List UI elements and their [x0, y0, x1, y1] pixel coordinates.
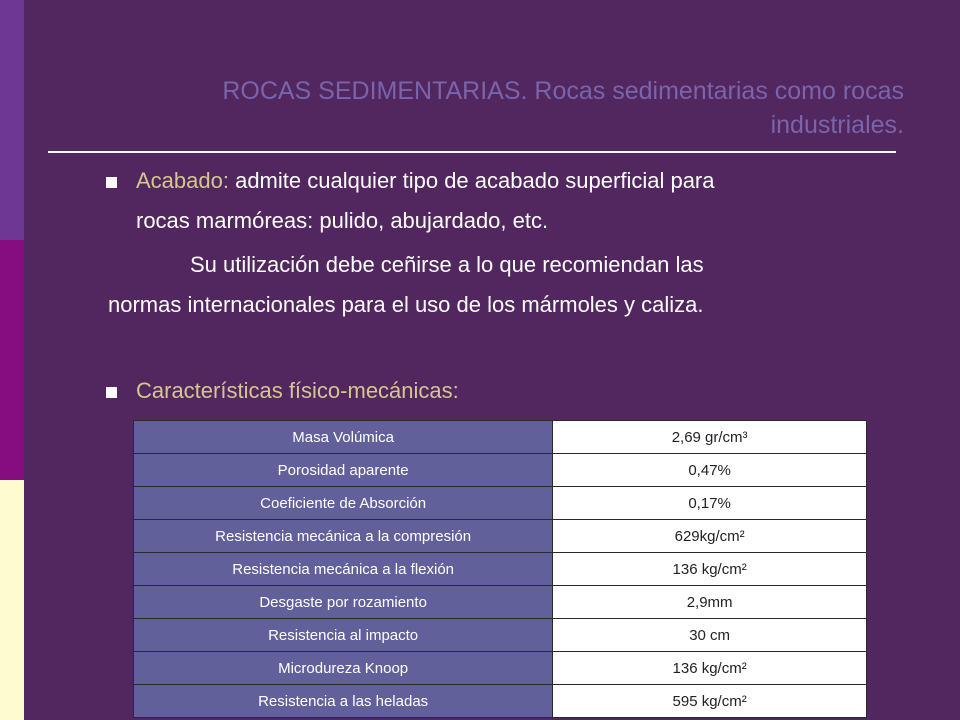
side-strip-middle: [0, 240, 24, 480]
slide-title-line-2: industriales.: [770, 111, 904, 139]
table-row: [134, 652, 867, 685]
acabado-line-4: normas internacionales para el uso de los mármoles y caliza.: [108, 292, 704, 317]
property-name: Porosidad aparente: [134, 454, 553, 487]
title-divider: [48, 151, 896, 153]
properties-table: [133, 420, 867, 718]
table-row: [134, 586, 867, 619]
side-strip-bottom: [0, 480, 24, 720]
property-name: Coeficiente de Absorción: [134, 487, 553, 520]
slide-title: [120, 74, 904, 142]
property-name: Resistencia a las heladas: [134, 685, 553, 718]
property-value: 30 cm: [553, 619, 867, 652]
property-name: Resistencia mecánica a la compresión: [134, 520, 553, 553]
property-value: 2,9mm: [553, 586, 867, 619]
square-bullet-icon: [106, 177, 117, 188]
property-value: 136 kg/cm²: [553, 553, 867, 586]
property-value: 136 kg/cm²: [553, 652, 867, 685]
table-row: [134, 553, 867, 586]
property-value: 629kg/cm²: [553, 520, 867, 553]
property-value: 0,17%: [553, 487, 867, 520]
table-row: [134, 619, 867, 652]
side-strip-top: [0, 0, 24, 240]
slide-title-line-1: ROCAS SEDIMENTARIAS. Rocas sedimentarias como rocas: [222, 77, 904, 105]
property-value: 595 kg/cm²: [553, 685, 867, 718]
property-value: 0,47%: [553, 454, 867, 487]
property-value: 2,69 gr/cm³: [553, 421, 867, 454]
table-row: [134, 487, 867, 520]
property-name: Desgaste por rozamiento: [134, 586, 553, 619]
table-row: [134, 685, 867, 718]
table-row: [134, 421, 867, 454]
acabado-line-1: [136, 167, 715, 195]
property-name: Resistencia al impacto: [134, 619, 553, 652]
acabado-line-1-text: admite cualquier tipo de acabado superficial para: [228, 168, 715, 193]
table-row: [134, 454, 867, 487]
table-row: [134, 520, 867, 553]
property-name: Resistencia mecánica a la flexión: [134, 553, 553, 586]
acabado-label: Acabado:: [136, 168, 229, 193]
acabado-line-3: Su utilización debe ceñirse a lo que recomiendan las: [190, 252, 704, 277]
square-bullet-icon: [106, 387, 117, 398]
acabado-line-2: rocas marmóreas: pulido, abujardado, etc.: [136, 208, 549, 233]
property-name: Microdureza Knoop: [134, 652, 553, 685]
caracteristicas-label: Características físico-mecánicas:: [136, 378, 459, 403]
property-name: Masa Volúmica: [134, 421, 553, 454]
